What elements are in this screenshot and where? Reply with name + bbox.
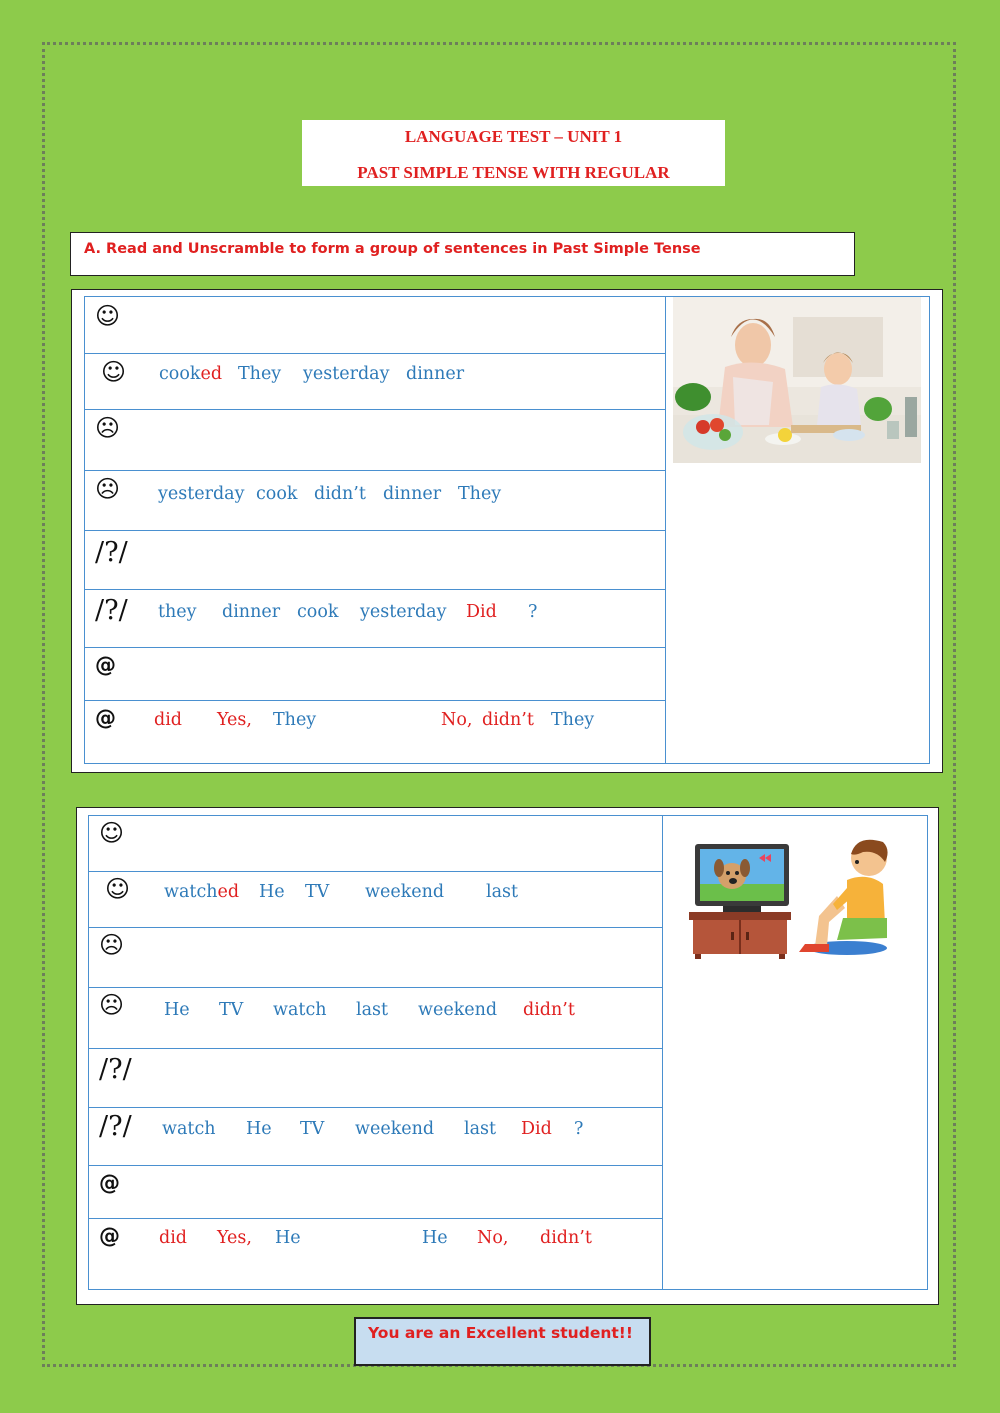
word[interactable]: didn’t — [540, 1228, 592, 1248]
scrambled-row — [85, 471, 665, 531]
answer-row[interactable] — [85, 531, 665, 590]
word[interactable]: watch — [162, 1119, 216, 1139]
word[interactable]: cook — [256, 484, 298, 504]
exercise-1-table — [84, 296, 930, 764]
word[interactable]: last — [464, 1119, 497, 1139]
exercise-1-card — [71, 289, 943, 773]
word[interactable]: they — [158, 602, 197, 622]
scrambled-row — [89, 988, 662, 1049]
smile-icon: ☺ — [105, 875, 131, 903]
word[interactable]: didn’t — [482, 710, 534, 730]
word[interactable]: dinner — [222, 602, 281, 622]
word[interactable]: weekend — [365, 882, 445, 902]
answer-row[interactable] — [85, 297, 665, 354]
scrambled-row — [85, 354, 665, 410]
smile-icon: ☺ — [99, 819, 125, 847]
word-cooked[interactable]: cooked — [159, 364, 223, 384]
word[interactable]: ? — [574, 1119, 584, 1139]
word[interactable]: weekend — [418, 1000, 498, 1020]
answer-row[interactable] — [89, 1166, 662, 1219]
at-symbol: @ — [95, 706, 116, 730]
word[interactable]: did — [154, 710, 183, 730]
at-symbol: @ — [95, 653, 116, 677]
boy-watching-tv-picture — [687, 836, 899, 962]
word[interactable]: They — [273, 710, 317, 730]
word[interactable]: yesterday — [360, 602, 447, 622]
word[interactable]: ? — [528, 602, 538, 622]
word[interactable]: weekend — [355, 1119, 435, 1139]
scrambled-row — [89, 1108, 662, 1166]
instruction-box: A. Read and Unscramble to form a group of sentences in Past Simple Tense — [70, 232, 855, 276]
cooking-family-picture — [673, 297, 921, 463]
frown-icon: ☹ — [99, 991, 125, 1019]
word[interactable]: He — [164, 1000, 190, 1020]
exercise-2-table — [88, 815, 928, 1290]
exercise-2-rows — [89, 816, 663, 1289]
word[interactable]: Yes, — [217, 1228, 252, 1248]
word[interactable]: They — [551, 710, 595, 730]
frown-icon: ☹ — [95, 475, 121, 503]
word[interactable]: didn’t — [314, 484, 366, 504]
scrambled-row — [85, 701, 665, 765]
word[interactable]: No, — [441, 710, 473, 730]
title-line-1: LANGUAGE TEST – UNIT 1 — [404, 127, 623, 146]
question-symbol: /?/ — [99, 1054, 132, 1085]
title-line-2: PAST SIMPLE TENSE WITH REGULAR — [357, 163, 670, 182]
word-watched[interactable]: watched — [164, 882, 240, 902]
answer-row[interactable] — [85, 410, 665, 471]
exercise-1-rows — [85, 297, 666, 763]
word[interactable]: dinner — [406, 364, 465, 384]
smile-icon: ☺ — [95, 302, 121, 330]
word[interactable]: Did — [521, 1119, 552, 1139]
word[interactable]: last — [486, 882, 519, 902]
word[interactable]: did — [159, 1228, 188, 1248]
answer-row[interactable] — [89, 928, 662, 988]
question-symbol: /?/ — [99, 1111, 132, 1142]
title-box — [302, 120, 725, 186]
word[interactable]: dinner — [383, 484, 442, 504]
footer-banner: You are an Excellent student!! — [354, 1317, 651, 1366]
at-symbol: @ — [99, 1224, 120, 1248]
frown-icon: ☹ — [95, 414, 121, 442]
word[interactable]: They — [458, 484, 502, 504]
word[interactable]: He — [259, 882, 285, 902]
word[interactable]: didn’t — [523, 1000, 575, 1020]
frown-icon: ☹ — [99, 931, 125, 959]
smile-icon: ☺ — [101, 358, 127, 386]
answer-row[interactable] — [89, 816, 662, 872]
scrambled-row — [89, 872, 662, 928]
word[interactable]: yesterday — [303, 364, 390, 384]
question-symbol: /?/ — [95, 595, 128, 626]
word[interactable]: They — [238, 364, 282, 384]
word[interactable]: TV — [300, 1119, 325, 1139]
word[interactable]: Yes, — [217, 710, 252, 730]
word[interactable]: TV — [219, 1000, 244, 1020]
answer-row[interactable] — [89, 1049, 662, 1108]
scrambled-row — [89, 1219, 662, 1291]
word[interactable]: yesterday — [158, 484, 245, 504]
word[interactable]: cook — [297, 602, 339, 622]
exercise-2-card — [76, 807, 939, 1305]
word[interactable]: Did — [466, 602, 497, 622]
word[interactable]: He — [422, 1228, 448, 1248]
at-symbol: @ — [99, 1171, 120, 1195]
word[interactable]: He — [275, 1228, 301, 1248]
answer-row[interactable] — [85, 648, 665, 701]
word[interactable]: last — [356, 1000, 389, 1020]
word[interactable]: watch — [273, 1000, 327, 1020]
question-symbol: /?/ — [95, 537, 128, 568]
word[interactable]: No, — [477, 1228, 509, 1248]
word[interactable]: He — [246, 1119, 272, 1139]
word[interactable]: TV — [305, 882, 330, 902]
scrambled-row — [85, 590, 665, 648]
